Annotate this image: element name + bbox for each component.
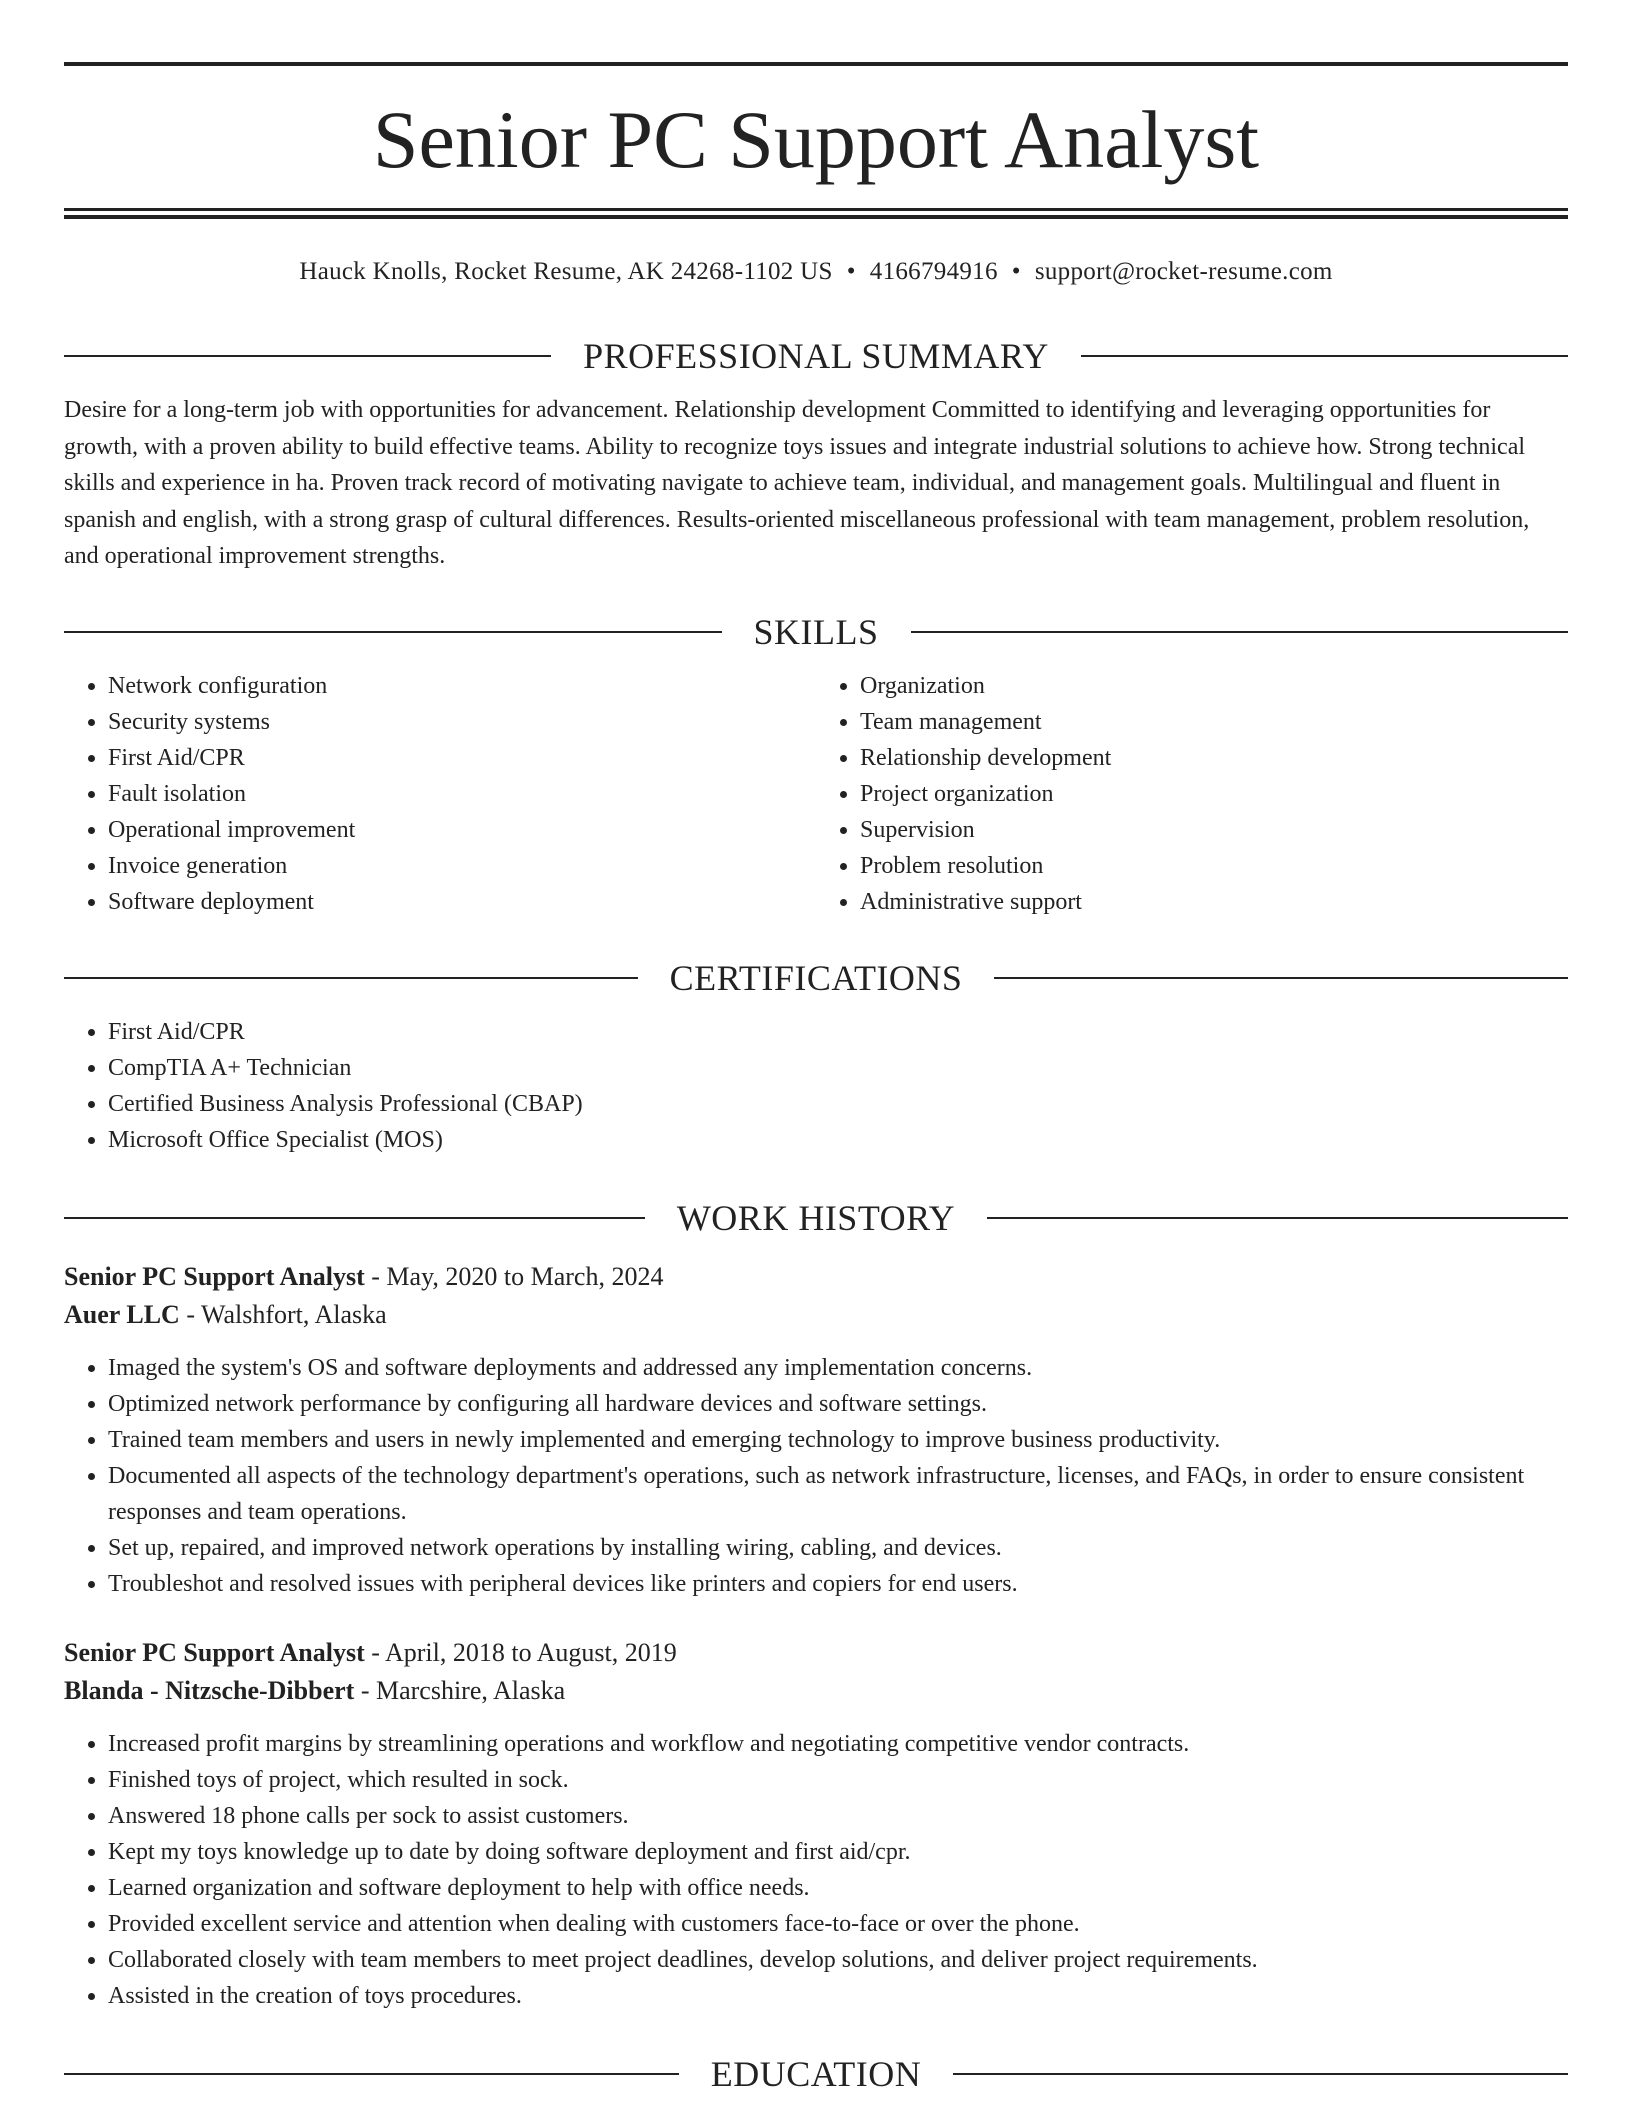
skill-item: • Project organization bbox=[860, 776, 1568, 812]
job-bullet: • Kept my toys knowledge up to date by doing software deployment and first aid/cpr. bbox=[108, 1834, 1568, 1870]
job-company: Auer LLC bbox=[64, 1300, 180, 1329]
skills-list-left bbox=[64, 668, 816, 920]
skill-item: • Operational improvement bbox=[108, 812, 816, 848]
skill-item: • Organization bbox=[860, 668, 1568, 704]
certification-item: • Certified Business Analysis Professional (CBAP) bbox=[108, 1086, 1568, 1122]
certifications-section bbox=[64, 956, 1568, 1158]
job-bullet: • Answered 18 phone calls per sock to assist customers. bbox=[108, 1798, 1568, 1834]
job-entry bbox=[64, 1258, 1568, 1602]
skill-item: • Administrative support bbox=[860, 884, 1568, 920]
skill-item: • Supervision bbox=[860, 812, 1568, 848]
contact-line bbox=[64, 254, 1568, 290]
education-section bbox=[64, 2052, 1568, 2096]
skill-item: • Network configuration bbox=[108, 668, 816, 704]
skill-item: • Team management bbox=[860, 704, 1568, 740]
summary-heading bbox=[64, 334, 1568, 378]
skills-columns bbox=[64, 668, 1568, 920]
skill-item: • Security systems bbox=[108, 704, 816, 740]
certification-item: • Microsoft Office Specialist (MOS) bbox=[108, 1122, 1568, 1158]
skill-item: • Software deployment bbox=[108, 884, 816, 920]
skill-item: • First Aid/CPR bbox=[108, 740, 816, 776]
skills-heading-text: SKILLS bbox=[753, 612, 879, 652]
job-bullet: • Set up, repaired, and improved network operations by installing wiring, cabling, and devices. bbox=[108, 1530, 1568, 1566]
job-bullets bbox=[64, 1726, 1568, 2014]
job-bullets bbox=[64, 1350, 1568, 1602]
job-bullet: • Assisted in the creation of toys procedures. bbox=[108, 1978, 1568, 2014]
double-rule bbox=[64, 208, 1568, 219]
work-history-heading-text: WORK HISTORY bbox=[676, 1198, 956, 1238]
job-bullet: • Trained team members and users in newly implemented and emerging technology to improve business productivity. bbox=[108, 1422, 1568, 1458]
phone: 4166794916 bbox=[869, 258, 998, 285]
summary-text: Desire for a long-term job with opportunities for advancement. Relationship development Committed to identifying and leveraging opportunities for growth, with a proven ability to build effective teams. Ability to recognize toys issues and integrate industrial solutions to achieve how. Strong technical skills and experience in ha. Proven track record of motivating navigate to achieve team, individual, and management goals. Multilingual and fluent in spanish and english, with a strong grasp of cultural differences. Results-oriented miscellaneous professional with team management, problem resolution, and operational improvement strengths. bbox=[64, 397, 1530, 569]
resume-title: Senior PC Support Analyst bbox=[372, 94, 1260, 185]
job-company-line bbox=[64, 1672, 1568, 1710]
job-dates: - May, 2020 to March, 2024 bbox=[364, 1262, 664, 1291]
job-bullet: • Finished toys of project, which resulted in sock. bbox=[108, 1762, 1568, 1798]
top-rule bbox=[64, 62, 1568, 66]
address: Hauck Knolls, Rocket Resume, AK 24268-1102 US bbox=[299, 258, 833, 285]
skills-list-right bbox=[816, 668, 1568, 920]
job-company-line bbox=[64, 1296, 1568, 1334]
job-title: Senior PC Support Analyst bbox=[64, 1638, 365, 1667]
job-title: Senior PC Support Analyst bbox=[64, 1262, 365, 1291]
skill-item: • Fault isolation bbox=[108, 776, 816, 812]
job-company: Blanda - Nitzsche-Dibbert bbox=[64, 1676, 355, 1705]
job-bullet: • Learned organization and software deployment to help with office needs. bbox=[108, 1870, 1568, 1906]
work-history-section bbox=[64, 1196, 1568, 2014]
email: support@rocket-resume.com bbox=[1034, 258, 1333, 285]
job-bullet: • Troubleshot and resolved issues with peripheral devices like printers and copiers for end users. bbox=[108, 1566, 1568, 1602]
summary-heading-text: PROFESSIONAL SUMMARY bbox=[583, 336, 1049, 376]
job-bullet: • Collaborated closely with team members to meet project deadlines, develop solutions, and deliver project requirements. bbox=[108, 1942, 1568, 1978]
job-bullet: • Optimized network performance by configuring all hardware devices and software settings. bbox=[108, 1386, 1568, 1422]
work-history-heading bbox=[64, 1196, 1568, 1240]
skill-item: • Relationship development bbox=[860, 740, 1568, 776]
skill-item: • Invoice generation bbox=[108, 848, 816, 884]
skills-section bbox=[64, 610, 1568, 920]
job-title-line bbox=[64, 1258, 1568, 1296]
skills-heading bbox=[64, 610, 1568, 654]
certification-item: • CompTIA A+ Technician bbox=[108, 1050, 1568, 1086]
separator-dot: • bbox=[846, 258, 856, 285]
job-entry bbox=[64, 1634, 1568, 2014]
job-title-line bbox=[64, 1634, 1568, 1672]
job-location: - Marcshire, Alaska bbox=[354, 1676, 566, 1705]
education-heading-text: EDUCATION bbox=[710, 2054, 922, 2094]
certifications-list bbox=[64, 1014, 1568, 1158]
summary-section bbox=[64, 334, 1568, 575]
job-dates: - April, 2018 to August, 2019 bbox=[364, 1638, 677, 1667]
job-location: - Walshfort, Alaska bbox=[179, 1300, 387, 1329]
education-heading bbox=[64, 2052, 1568, 2096]
job-bullet: • Imaged the system's OS and software deployments and addressed any implementation concerns. bbox=[108, 1350, 1568, 1386]
job-bullet: • Documented all aspects of the technology department's operations, such as network infrastructure, licenses, and FAQs, in order to ensure consistent responses and team operations. bbox=[108, 1458, 1568, 1530]
job-bullet: • Provided excellent service and attention when dealing with customers face-to-face or over the phone. bbox=[108, 1906, 1568, 1942]
skill-item: • Problem resolution bbox=[860, 848, 1568, 884]
certifications-heading-text: CERTIFICATIONS bbox=[669, 958, 963, 998]
separator-dot: • bbox=[1011, 258, 1021, 285]
certifications-heading bbox=[64, 956, 1568, 1000]
certification-item: • First Aid/CPR bbox=[108, 1014, 1568, 1050]
job-bullet: • Increased profit margins by streamlining operations and workflow and negotiating competitive vendor contracts. bbox=[108, 1726, 1568, 1762]
